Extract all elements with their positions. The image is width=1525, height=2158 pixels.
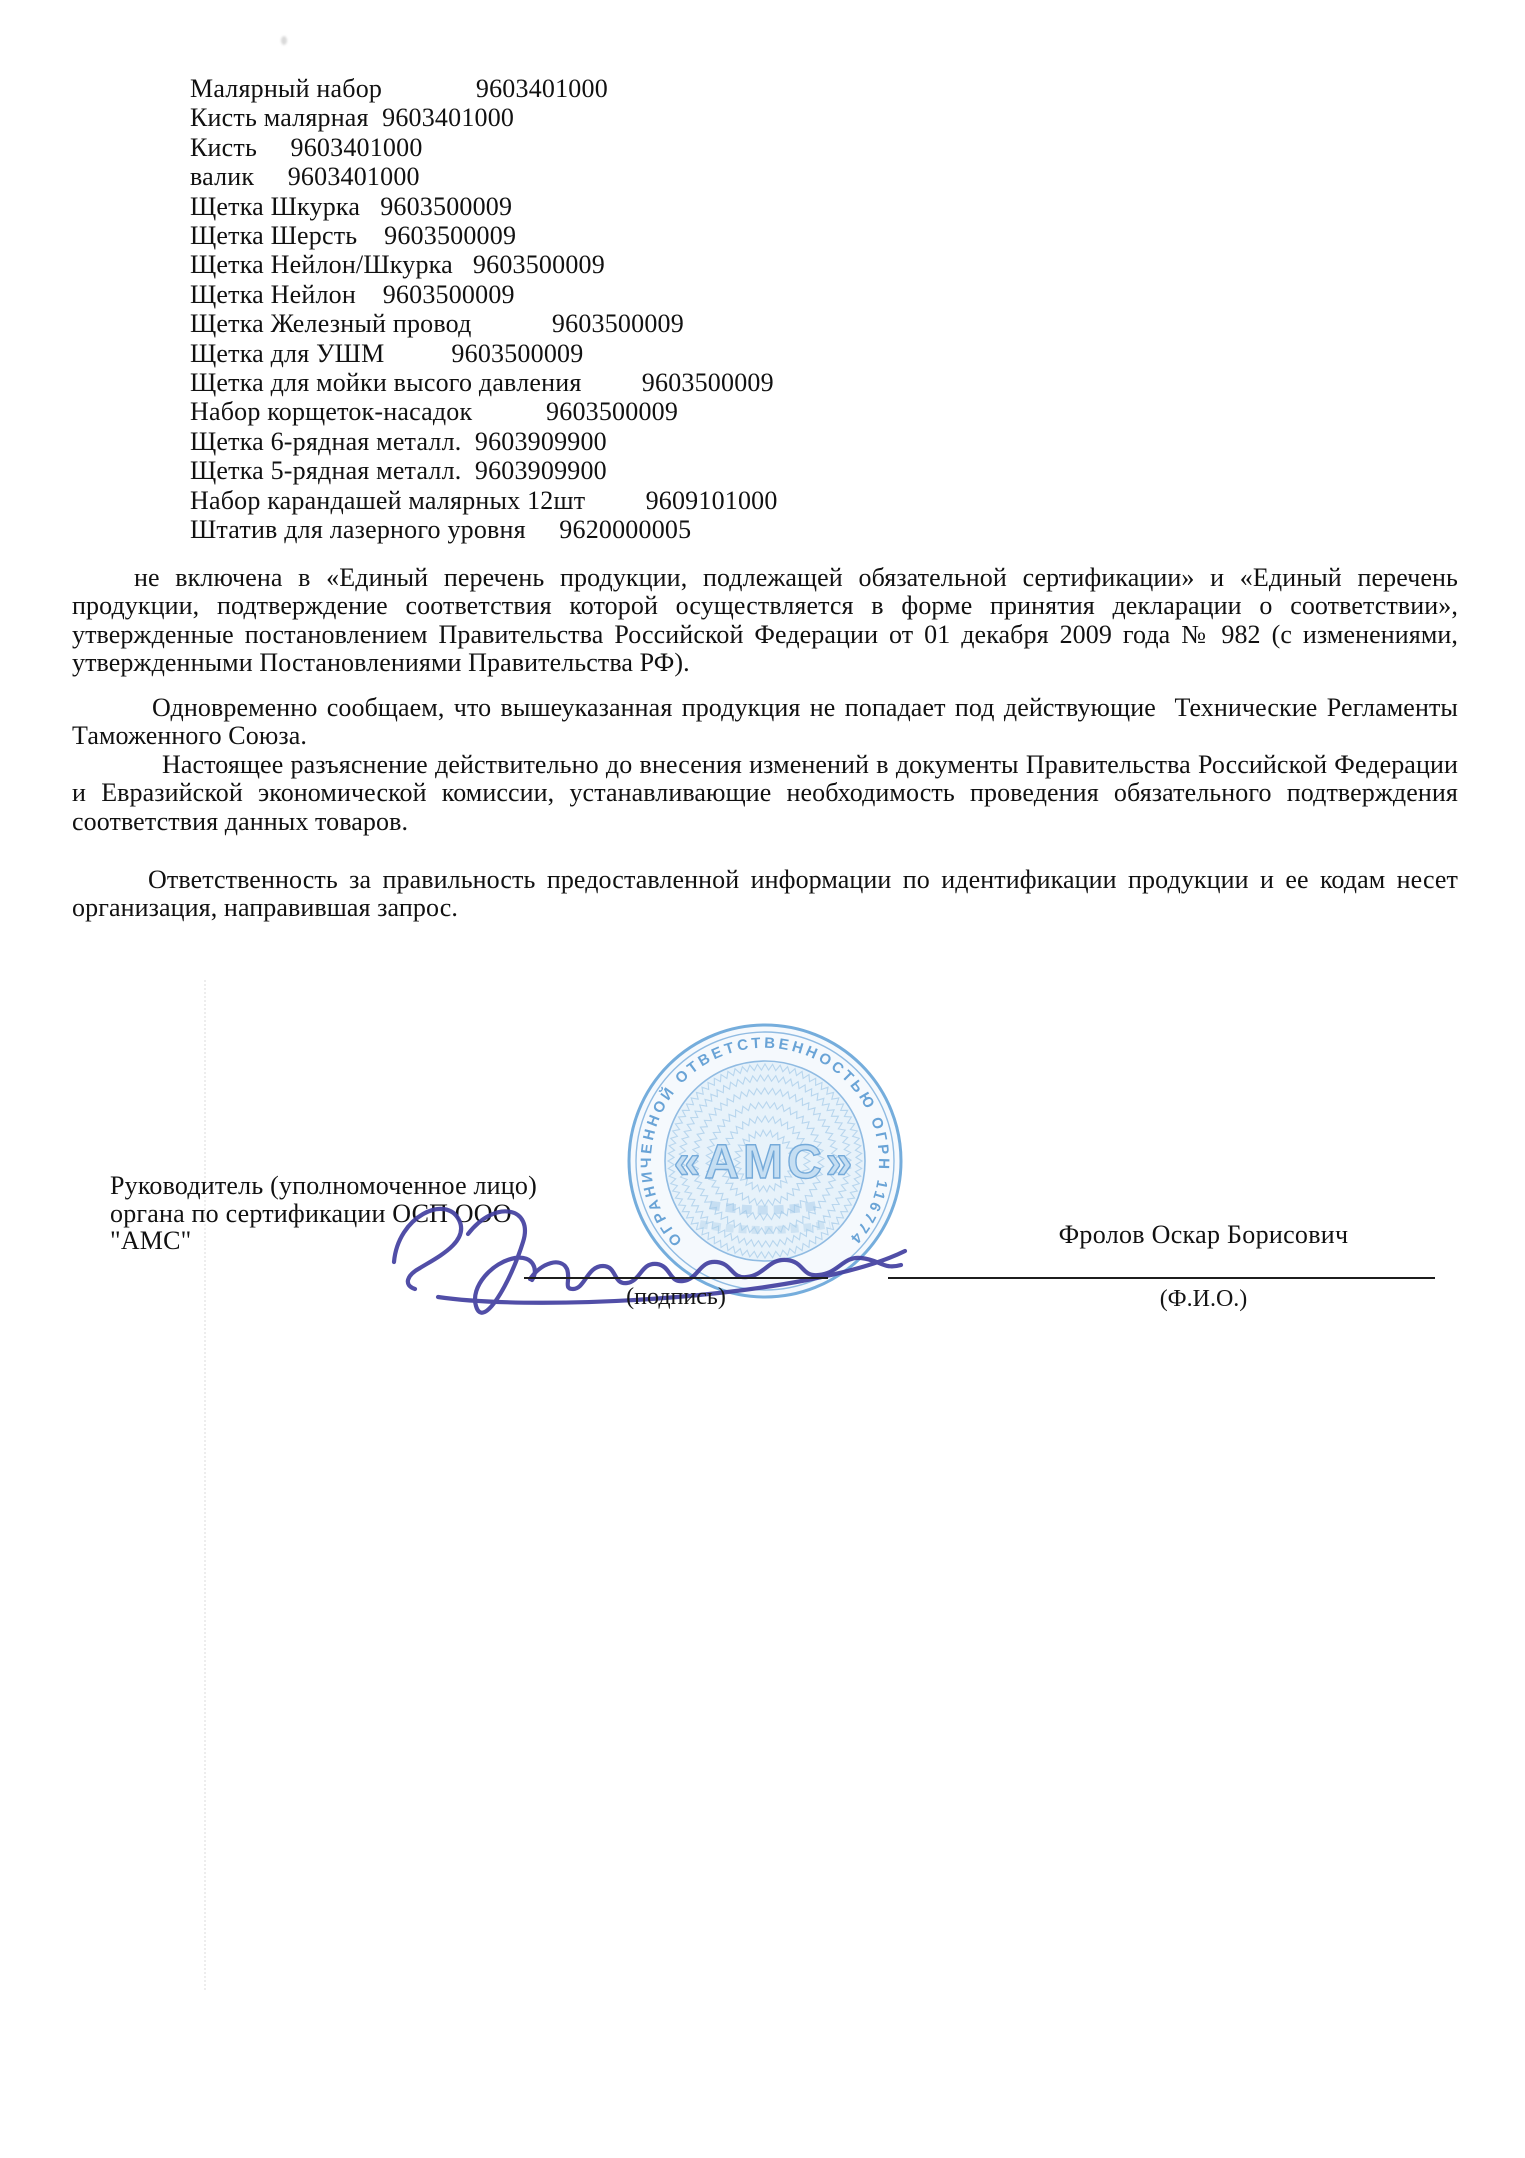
signature-caption: (подпись) — [626, 1284, 726, 1310]
list-item — [190, 309, 778, 338]
paragraph-responsibility: Ответственность за правильность предоставленной информации по идентификации продукции и ее кодам несет организация, направившая запрос. — [72, 865, 1465, 923]
list-item — [190, 515, 778, 544]
product-name: валик — [190, 162, 255, 192]
stamp-center-text: «АМС» — [673, 1136, 857, 1189]
signature-line — [524, 1277, 828, 1279]
scan-artifact — [281, 36, 287, 45]
stamp-seal — [374, 987, 902, 1298]
signer-position-line: органа по сертификации ОСП ООО — [110, 1198, 512, 1228]
product-name: Щетка для мойки высого давления — [190, 368, 582, 398]
product-code: 9603500009 — [471, 309, 684, 339]
list-item — [190, 368, 778, 397]
stamp-ring-text: ОГРАНИЧЕННОЙ ОТВЕТСТВЕННОСТЬЮ ОГРН 1167746739 — [374, 987, 893, 1250]
product-name: Штатив для лазерного уровня — [190, 515, 526, 545]
list-item — [190, 280, 778, 309]
paragraph-technical-regulations: Одновременно сообщаем, что вышеуказанная продукция не попадает под действующие Технические Регламенты Таможенного Союза. — [72, 693, 1465, 751]
list-item — [190, 103, 778, 132]
product-code: 9620000005 — [525, 515, 692, 545]
signer-position-line: "АМС" — [110, 1226, 192, 1255]
full-name-caption: (Ф.И.О.) — [1159, 1286, 1248, 1312]
product-name: Щетка Железный провод — [190, 309, 472, 339]
list-item — [190, 133, 778, 162]
product-code: 9603500009 — [452, 250, 605, 280]
list-item — [190, 486, 778, 515]
list-item — [190, 456, 778, 485]
product-name: Щетка Нейлон/Шкурка — [190, 250, 453, 280]
list-item — [190, 397, 778, 426]
product-name: Щетка 6-рядная металл. — [190, 426, 462, 456]
list-item — [190, 192, 778, 221]
list-item — [190, 74, 778, 103]
product-code: 9603401000 — [254, 162, 420, 192]
signer-position-line: Руководитель (уполномоченное лицо) — [110, 1171, 537, 1200]
product-code: 9603500009 — [581, 368, 774, 398]
list-item — [190, 250, 778, 279]
product-name: Щетка Шерсть — [190, 221, 358, 251]
product-list — [190, 74, 778, 545]
paragraph-validity: Настоящее разъяснение действительно до внесения изменений в документы Правительства Российской Федерации и Евразийской экономической комиссии, устанавливающие необходимость проведения обязательного подтверждения соответствия данных товаров. — [72, 750, 1465, 836]
product-name: Кисть малярная — [190, 103, 369, 133]
product-code: 9603500009 — [360, 191, 513, 221]
list-item — [190, 339, 778, 368]
product-code: 9603500009 — [384, 338, 584, 368]
list-item — [190, 221, 778, 250]
product-code: 9603401000 — [368, 103, 515, 133]
product-code: 9603500009 — [355, 279, 515, 309]
scan-artifact-line — [204, 980, 206, 1990]
product-code: 9603500009 — [472, 397, 679, 427]
product-code: 9603401000 — [382, 74, 608, 103]
list-item — [190, 427, 778, 456]
product-name: Щетка Шкурка — [190, 191, 361, 221]
product-code: 9609101000 — [585, 485, 778, 515]
product-name: Малярный набор — [190, 74, 383, 103]
paragraph-certification-lists: не включена в «Единый перечень продукции, подлежащей обязательной сертификации» и «Единый перечень продукции, подтверждение соответствия которой осуществляется в форме принятия декларации о соответствии», утвержденные постановлением Правительства Российской Федерации от 01 декабря 2009 года № 982 (с изменениями, утвержденными Постановлениями Правительства РФ). — [72, 563, 1465, 678]
product-code: 9603909900 — [461, 426, 607, 456]
product-name: Щетка Нейлон — [190, 279, 356, 309]
product-name: Щетка для УШМ — [190, 338, 385, 368]
list-item — [190, 162, 778, 191]
signer-full-name: Фролов Оскар Борисович — [1058, 1220, 1349, 1249]
product-name: Щетка 5-рядная металл. — [190, 456, 462, 486]
product-code: 9603909900 — [461, 456, 607, 486]
product-name: Кисть — [190, 132, 258, 162]
product-name: Набор корщеток-насадок — [190, 397, 473, 427]
product-code: 9603401000 — [257, 132, 423, 162]
full-name-line — [888, 1277, 1435, 1279]
product-code: 9603500009 — [357, 221, 517, 251]
product-name: Набор карандашей малярных 12шт — [190, 485, 586, 515]
